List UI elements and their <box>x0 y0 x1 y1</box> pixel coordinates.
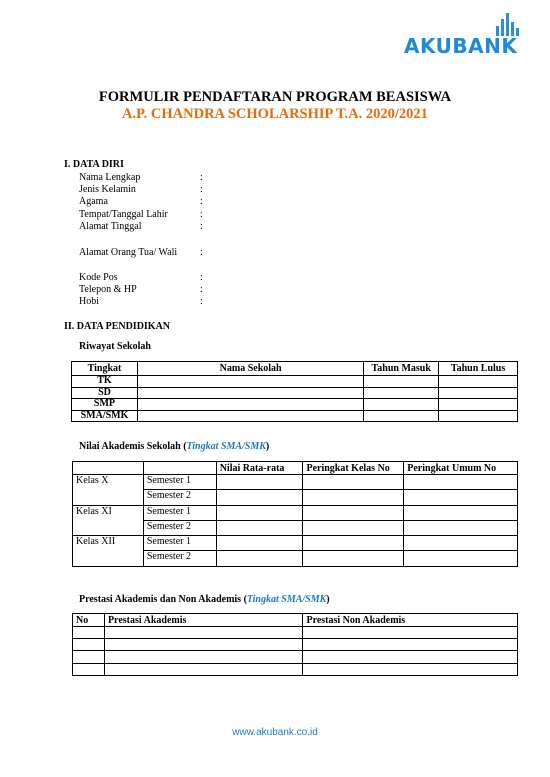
semester-cell: Semester 1 <box>143 475 216 490</box>
riwayat-sekolah-table <box>71 361 518 422</box>
riwayat-sekolah-title: Riwayat Sekolah <box>79 341 151 352</box>
table-header-row <box>73 462 518 475</box>
field-colon: : <box>200 272 203 283</box>
footer-url[interactable]: www.akubank.co.id <box>232 727 318 738</box>
semester-cell: Semester 2 <box>143 551 216 566</box>
input-cell[interactable] <box>104 639 303 651</box>
input-cell[interactable] <box>73 627 105 639</box>
table-row <box>72 387 518 399</box>
column-header: No <box>73 614 105 627</box>
tingkat-cell: SD <box>72 387 138 399</box>
input-cell[interactable] <box>104 627 303 639</box>
table-row <box>73 536 518 551</box>
kelas-cell: Kelas X <box>73 475 144 506</box>
field-label-hobi: Hobi <box>79 296 99 307</box>
semester-cell: Semester 1 <box>143 536 216 551</box>
field-colon: : <box>200 209 203 220</box>
nilai-title-highlight: Tingkat SMA/SMK <box>186 441 266 452</box>
input-cell[interactable] <box>104 663 303 675</box>
field-colon: : <box>200 184 203 195</box>
field-label-jenis-kelamin: Jenis Kelamin <box>79 184 136 195</box>
field-label-alamat-tinggal: Alamat Tinggal <box>79 221 142 232</box>
input-cell[interactable] <box>303 475 404 490</box>
field-label-ttl: Tempat/Tanggal Lahir <box>79 209 168 220</box>
input-cell[interactable] <box>303 551 404 566</box>
column-header: Prestasi Akademis <box>104 614 303 627</box>
input-cell[interactable] <box>404 551 518 566</box>
input-cell[interactable] <box>404 490 518 505</box>
field-colon: : <box>200 296 203 307</box>
nilai-akademis-title <box>79 441 269 452</box>
input-cell[interactable] <box>216 490 303 505</box>
bar-chart-icon <box>496 8 518 36</box>
column-header: Prestasi Non Akademis <box>303 614 518 627</box>
tingkat-cell: SMA/SMK <box>72 410 138 422</box>
input-cell[interactable] <box>216 536 303 551</box>
table-row <box>73 627 518 639</box>
input-cell[interactable] <box>364 410 439 422</box>
input-cell[interactable] <box>73 651 105 663</box>
input-cell[interactable] <box>137 376 363 388</box>
table-row <box>73 651 518 663</box>
input-cell[interactable] <box>439 410 518 422</box>
input-cell[interactable] <box>364 399 439 411</box>
input-cell[interactable] <box>216 520 303 535</box>
prestasi-title <box>79 594 330 605</box>
field-label-nama: Nama Lengkap <box>79 172 141 183</box>
column-header: Peringkat Umum No <box>404 462 518 475</box>
semester-cell: Semester 2 <box>143 490 216 505</box>
section-data-pendidikan-heading: II. DATA PENDIDIKAN <box>64 321 171 332</box>
table-row <box>73 639 518 651</box>
input-cell[interactable] <box>216 505 303 520</box>
column-header: Nilai Rata-rata <box>216 462 303 475</box>
table-header-row <box>73 614 518 627</box>
input-cell[interactable] <box>104 651 303 663</box>
table-row <box>73 475 518 490</box>
table-row <box>73 663 518 675</box>
input-cell[interactable] <box>404 475 518 490</box>
input-cell[interactable] <box>216 475 303 490</box>
input-cell[interactable] <box>303 639 518 651</box>
column-header: Tahun Lulus <box>439 362 518 376</box>
column-header: Tingkat <box>72 362 138 376</box>
column-header: Tahun Masuk <box>364 362 439 376</box>
prestasi-title-pre: Prestasi Akademis dan Non Akademis ( <box>79 594 247 605</box>
input-cell[interactable] <box>303 651 518 663</box>
prestasi-title-post: ) <box>326 594 330 605</box>
field-label-kode-pos: Kode Pos <box>79 272 118 283</box>
semester-cell: Semester 2 <box>143 520 216 535</box>
tingkat-cell: SMP <box>72 399 138 411</box>
form-subtitle: A.P. CHANDRA SCHOLARSHIP T.A. 2020/2021 <box>122 106 428 122</box>
input-cell[interactable] <box>137 410 363 422</box>
field-colon: : <box>200 221 203 232</box>
column-header <box>143 462 216 475</box>
section-data-diri-heading: I. DATA DIRI <box>64 159 124 170</box>
input-cell[interactable] <box>137 399 363 411</box>
tingkat-cell: TK <box>72 376 138 388</box>
nilai-title-pre: Nilai Akademis Sekolah ( <box>79 441 187 452</box>
field-colon: : <box>200 196 203 207</box>
table-row <box>72 376 518 388</box>
column-header: Nama Sekolah <box>137 362 363 376</box>
input-cell[interactable] <box>303 663 518 675</box>
column-header <box>73 462 144 475</box>
akubank-logo <box>404 8 526 58</box>
input-cell[interactable] <box>303 627 518 639</box>
prestasi-title-highlight: Tingkat SMA/SMK <box>246 594 327 605</box>
input-cell[interactable] <box>303 536 404 551</box>
input-cell[interactable] <box>73 663 105 675</box>
input-cell[interactable] <box>404 505 518 520</box>
input-cell[interactable] <box>404 520 518 535</box>
input-cell[interactable] <box>404 536 518 551</box>
table-row <box>72 399 518 411</box>
input-cell[interactable] <box>364 376 439 388</box>
input-cell[interactable] <box>364 387 439 399</box>
kelas-cell: Kelas XII <box>73 536 144 567</box>
input-cell[interactable] <box>439 387 518 399</box>
field-colon: : <box>200 284 203 295</box>
table-row <box>72 410 518 422</box>
field-colon: : <box>200 172 203 183</box>
field-label-agama: Agama <box>79 196 108 207</box>
column-header: Peringkat Kelas No <box>303 462 404 475</box>
input-cell[interactable] <box>303 520 404 535</box>
field-colon: : <box>200 247 203 258</box>
form-title: FORMULIR PENDAFTARAN PROGRAM BEASISWA <box>98 89 452 105</box>
prestasi-table <box>72 613 518 676</box>
input-cell[interactable] <box>137 387 363 399</box>
input-cell[interactable] <box>73 639 105 651</box>
input-cell[interactable] <box>303 505 404 520</box>
input-cell[interactable] <box>439 399 518 411</box>
semester-cell: Semester 1 <box>143 505 216 520</box>
kelas-cell: Kelas XI <box>73 505 144 536</box>
nilai-title-post: ) <box>265 441 270 452</box>
input-cell[interactable] <box>303 490 404 505</box>
input-cell[interactable] <box>439 376 518 388</box>
nilai-akademis-table <box>72 461 518 567</box>
field-label-telepon: Telepon & HP <box>79 284 137 295</box>
table-row <box>73 505 518 520</box>
logo-text: AKUBANK <box>404 34 518 58</box>
input-cell[interactable] <box>216 551 303 566</box>
field-label-alamat-ortu: Alamat Orang Tua/ Wali <box>79 247 178 258</box>
table-header-row <box>72 362 518 376</box>
